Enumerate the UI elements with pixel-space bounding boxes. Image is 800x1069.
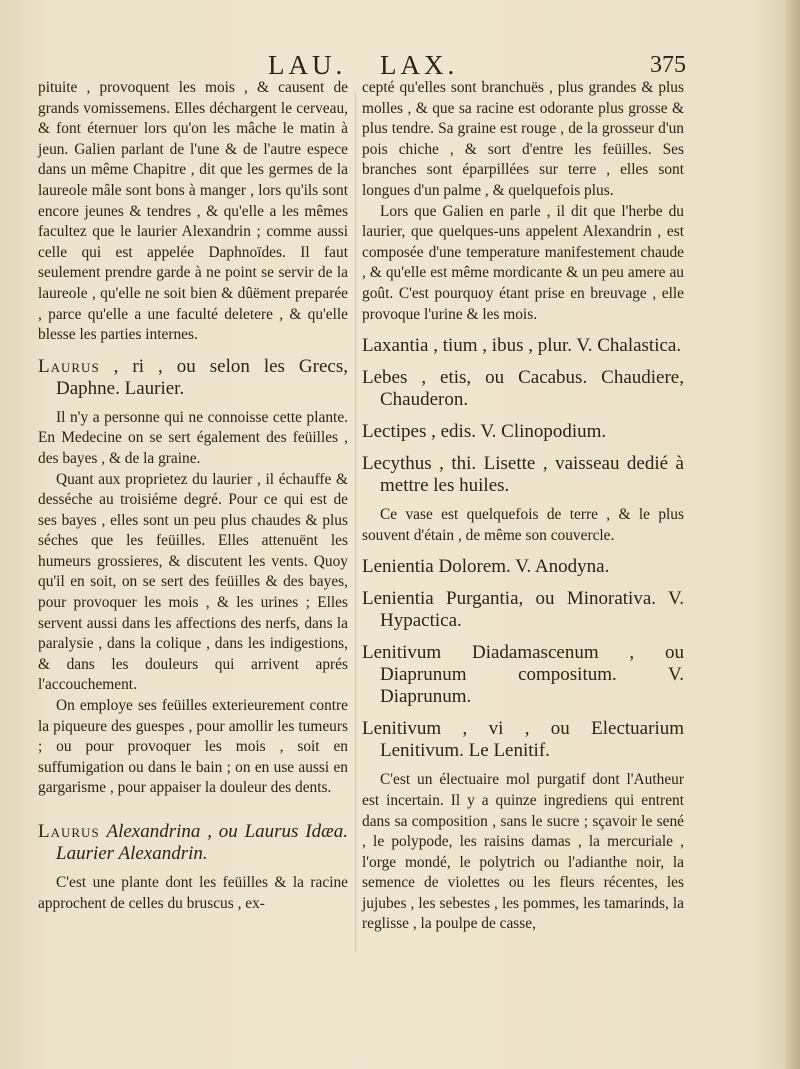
entry-heading-rest: Alexandrina , ou Laurus Idæa. Laurier Alexandrin. [56, 821, 349, 864]
column-divider [355, 92, 356, 952]
entry-heading: Lecythus , thi. Lisette , vaisseau dedié à mettre les huiles. [362, 453, 684, 497]
paragraph: Quant aux proprietez du laurier , il échauffe & desséche au troisiéme degré. Pour ce qui est de ses bayes , elles sont un peu plus chaudes & plus séches que les feüilles. Elles attenuënt les humeurs grossieres, & discutent les vents. Quoy qu'il en soit, on se sert des feüilles & des bayes, pour provoquer les mois , & les urines ; Elles servent aussi dans les affections des nerfs, dans la paralysie , dans la colique , dans les indigestions, & dans les douleurs qui arrivent aprés l'accouchement. [38, 470, 348, 694]
entry-heading: Lenientia Dolorem. V. Anodyna. [362, 556, 610, 578]
entry-heading: Lenitivum Diadamascenum , ou Diaprunum compositum. V. Diaprunum. [362, 642, 684, 708]
paragraph: C'est une plante dont les feüilles & la racine approchent de celles du bruscus , ex- [38, 874, 348, 912]
paragraph: Il n'y a personne qui ne connoisse cette plante. En Medecine on se sert également des feüilles , des bayes , & de la graine. [38, 408, 348, 467]
paragraph: On employe ses feüilles exterieurement contre la piqueure des guespes , pour amollir les tumeurs ; ou pour provoquer les mois , soit en suffumigation ou dans le bain ; on en use aussi en gargarisme , pour appaiser la douleur des dents. [38, 697, 348, 797]
entry-heading-rest: , ri , ou selon les Grecs, Daphne. Laurier. [56, 355, 348, 399]
entry-headword: Laurus [38, 355, 100, 377]
page-number: 375 [650, 52, 686, 78]
entry-heading: Lenientia Purgantia, ou Minorativa. V. Hypactica. [362, 588, 684, 632]
entry-heading: Laxantia , tium , ibus , plur. V. Chalastica. [362, 335, 682, 357]
page-edge [786, 0, 800, 1069]
entry-heading: Lebes , etis, ou Cacabus. Chaudiere, Chauderon. [362, 367, 684, 411]
left-column [38, 78, 348, 914]
entry-heading [38, 356, 348, 400]
paragraph: Lors que Galien en parle , il dit que l'herbe du laurier, que quelques-uns appelent Alexandrin , est composée d'une temperature manifestement chaude , & qu'elle est même mordicante & un peu amere au goût. C'est pourquoy étant prise en breuvage , elle provoque l'urine & les mois. [362, 202, 684, 323]
entry-heading [38, 821, 348, 865]
right-column [362, 78, 684, 935]
entry-heading: Lenitivum , vi , ou Electuarium Lenitivum. Le Lenitif. [362, 718, 684, 762]
entry-headword: Laurus [38, 821, 100, 842]
paragraph: C'est un électuaire mol purgatif dont l'Autheur est incertain. Il y a quinze ingrediens qui entrent dans sa composition , sans le sucre ; sçavoir le sené , le polypode, les raisins damas , la mercuriale , l'orge mondé, le polytrich ou l'adianthe noir, la semence de violettes ou les fleurs récentes, les jujubes , les sebestes , les pommes, les tamarinds, la reglisse , la poulpe de casse, [362, 771, 684, 933]
entry-heading: Lectipes , edis. V. Clinopodium. [362, 421, 607, 443]
header-left-word: LAU. [268, 50, 347, 80]
header-right-word: LAX. [380, 50, 459, 80]
paragraph: cepté qu'elles sont branchuës , plus grandes & plus molles , & que sa racine est odorante plus grosse & plus tendre. Sa graine est rouge , de la grosseur d'un pois chiche , & sort d'entre les feüilles. Ses branches sont éparpillées sur terre , elles sont longues d'un palme , & quelquefois plus. [362, 79, 684, 199]
paragraph: pituite , provoquent les mois , & causent de grands vomissemens. Elles déchargent le cerveau, & font éternuer lors qu'on les mâche le matin à jeun. Galien parlant de l'une & de l'autre espece dans un même Chapitre , dit que les germes de la laureole mâle sont bons à manger , lors qu'ils sont encore jeunes & tendres , & qu'elle a les mêmes facultez que le laurier Alexandrin ; comme aussi celle qui est appelée Daphnoïdes. Il faut seulement prendre garde à ne point se servir de la laureole , qu'elle ne soit bien & dûëment preparée , parce qu'elle a une faculté deletere , & qu'elle blesse les parties internes. [38, 79, 348, 344]
paragraph: Ce vase est quelquefois de terre , & le plus souvent d'étain , de même son couvercle. [362, 506, 684, 544]
